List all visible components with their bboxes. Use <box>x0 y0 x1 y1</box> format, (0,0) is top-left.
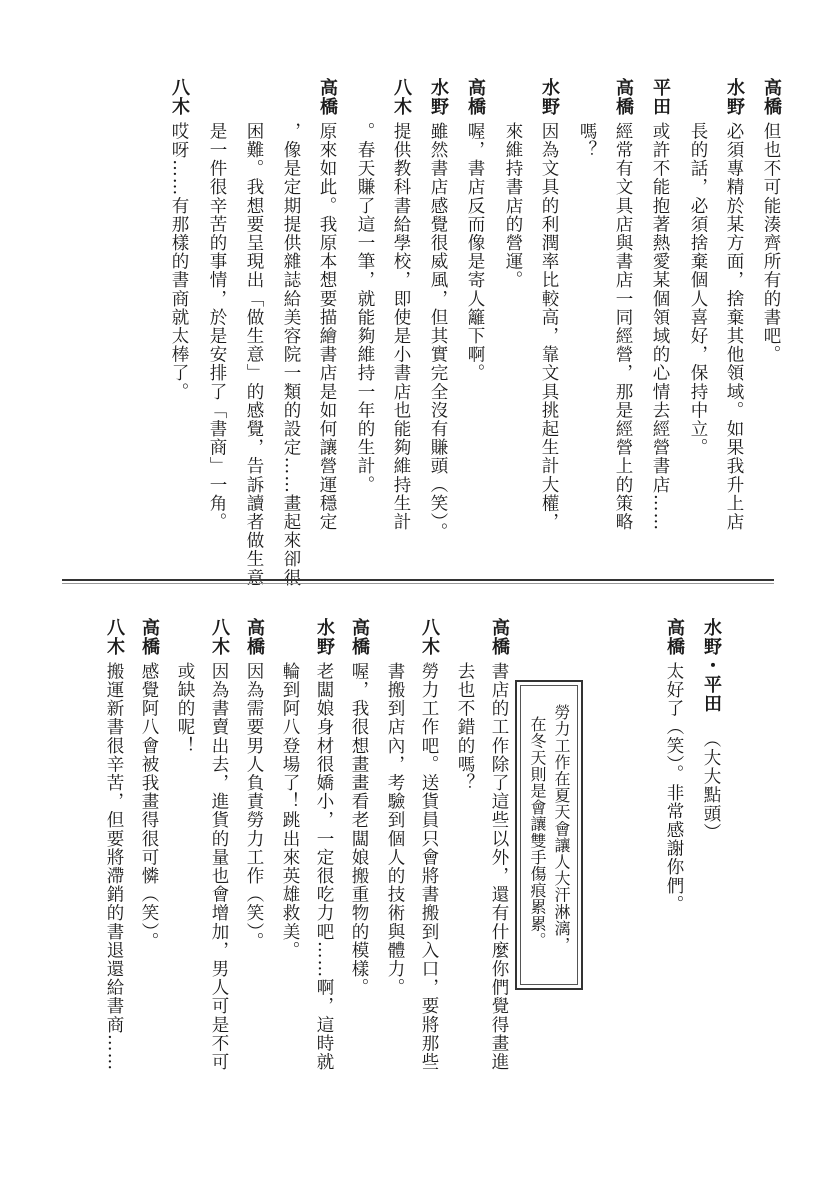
speaker-name: 高橋 <box>613 78 634 117</box>
speaker-name: 高橋 <box>244 618 265 657</box>
dialogue-line <box>298 618 333 1098</box>
caption-note-line: 勞力工作在夏天會讓人大汗淋漓， <box>552 704 571 953</box>
dialogue-text: 提供教科書給學校，即使是小書店也能夠維持生計 <box>391 122 411 532</box>
dialogue-text: 太好了（笑）。非常感謝你們。 <box>664 662 684 914</box>
dialogue-text: 。春天賺了這一筆，就能夠維持一年的生計。 <box>355 122 375 494</box>
section-divider <box>62 579 774 581</box>
dialogue-line-continued <box>558 78 595 558</box>
dialogue-line-continued <box>188 78 225 558</box>
speaker-name: 水野 <box>724 78 745 117</box>
dialogue-line <box>473 618 508 1098</box>
speaker-name: 平田 <box>650 78 671 117</box>
dialogue-line-continued <box>368 618 403 1098</box>
speaker-name: 水野・平田 <box>701 618 722 714</box>
dialogue-line <box>373 78 410 558</box>
dialogue-text: 喔，我很想畫畫看老闆娘搬重物的模樣。 <box>349 662 369 997</box>
dialogue-line-continued <box>484 78 521 558</box>
dialogue-text: 書搬到店內，考驗到個人的技術與體力。 <box>385 662 405 997</box>
speaker-name: 高橋 <box>317 78 338 117</box>
speaker-name: 水野 <box>314 618 335 657</box>
dialogue-text: 原來如此。我原本想要描繪書店是如何讓營運穩定 <box>317 122 337 532</box>
dialogue-line-continued <box>158 618 193 1098</box>
dialogue-line <box>706 78 743 558</box>
dialogue-line <box>595 78 632 558</box>
dialogue-line <box>123 618 158 1098</box>
dialogue-line <box>333 618 368 1098</box>
dialogue-line <box>743 78 780 558</box>
dialogue-line <box>447 78 484 558</box>
dialogue-line <box>403 618 438 1098</box>
dialogue-text: 勞力工作吧。送貨員只會將書搬到入口，要將那些 <box>419 662 439 1072</box>
speaker-name: 八木 <box>391 78 412 117</box>
dialogue-text: 搬運新書很辛苦，但要將滯銷的書退還給書商…… <box>104 662 124 1072</box>
dialogue-line <box>521 78 558 558</box>
dialogue-text: 必須專精於某方面，捨棄其他領域。如果我升上店 <box>724 122 744 532</box>
speaker-name: 水野 <box>428 78 449 117</box>
dialogue-text: 因為需要男人負責勞力工作（笑）。 <box>244 662 264 951</box>
dialogue-line <box>88 618 123 1098</box>
speaker-name: 八木 <box>104 618 125 657</box>
dialogue-text: 感覺阿八會被我畫得很可憐（笑）。 <box>139 662 159 951</box>
dialogue-text: 喔，書店反而像是寄人籬下啊。 <box>465 122 485 383</box>
caption-note-box <box>515 680 583 990</box>
dialogue-text: 老闆娘身材很嬌小，一定很吃力吧……啊，這時就 <box>314 662 334 1072</box>
dialogue-text: 雖然書店感覺很威風，但其實完全沒有賺頭（笑）。 <box>428 122 448 542</box>
conversation-bottom-right <box>600 618 720 1098</box>
dialogue-text: 書店的工作除了這些以外，還有什麼你們覺得畫進 <box>489 662 509 1072</box>
dialogue-text: 或缺的呢！ <box>175 662 195 755</box>
dialogue-text: 因為書賣出去，進貨的量也會增加，男人可是不可 <box>209 662 229 1072</box>
conversation-bottom-left <box>88 618 508 1098</box>
dialogue-text: 因為文具的利潤率比較高，靠文具挑起生計大權， <box>539 122 559 532</box>
speaker-name: 高橋 <box>664 618 685 657</box>
speaker-name: 高橋 <box>349 618 370 657</box>
dialogue-text: 去也不錯的嗎？ <box>455 662 475 793</box>
dialogue-line-continued <box>225 78 264 587</box>
dialogue-line <box>151 78 188 558</box>
dialogue-text: 嗎？ <box>577 122 597 160</box>
dialogue-text: （大大點頭） <box>701 730 721 842</box>
dialogue-text: 是一件很辛苦的事情，於是安排了「書商」一角。 <box>207 122 227 532</box>
speaker-name: 八木 <box>209 618 230 657</box>
dialogue-line-continued <box>438 618 473 1098</box>
dialogue-line <box>299 78 336 558</box>
dialogue-text: 或許不能抱著熱愛某個領域的心情去經營書店…… <box>650 122 670 532</box>
conversation-top <box>90 78 782 587</box>
dialogue-text: 來維持書店的營運。 <box>503 122 523 290</box>
dialogue-line <box>193 618 228 1098</box>
speaker-name: 高橋 <box>139 618 160 657</box>
dialogue-text: ，像是定期提供雜誌給美容院一類的設定……畫起來卻很 <box>281 122 301 587</box>
dialogue-line-continued <box>669 78 706 558</box>
dialogue-line <box>410 78 447 558</box>
caption-note-line: 在冬天則是會讓雙手傷痕累累。 <box>528 716 547 949</box>
dialogue-line <box>683 618 720 1098</box>
dialogue-line <box>228 618 263 1098</box>
dialogue-line-continued <box>263 618 298 1098</box>
dialogue-text: 但也不可能湊齊所有的書吧。 <box>761 122 781 364</box>
dialogue-line-continued <box>262 78 301 587</box>
dialogue-line <box>646 618 683 1098</box>
dialogue-text: 長的話，必須捨棄個人喜好，保持中立。 <box>688 122 708 457</box>
dialogue-text: 困難。我想要呈現出「做生意」的感覺，告訴讀者做生意 <box>244 122 264 587</box>
dialogue-text: 哎呀……有那樣的書商就太棒了。 <box>169 122 189 401</box>
dialogue-line-continued <box>336 78 373 558</box>
dialogue-text: 輪到阿八登場了！跳出來英雄救美。 <box>280 662 300 960</box>
speaker-name: 高橋 <box>465 78 486 117</box>
speaker-name: 八木 <box>169 78 190 117</box>
dialogue-line <box>632 78 669 558</box>
speaker-name: 八木 <box>419 618 440 657</box>
speaker-name: 高橋 <box>761 78 782 117</box>
speaker-name: 高橋 <box>489 618 510 657</box>
dialogue-text: 經常有文具店與書店一同經營，那是經營上的策略 <box>613 122 633 532</box>
speaker-name: 水野 <box>539 78 560 117</box>
